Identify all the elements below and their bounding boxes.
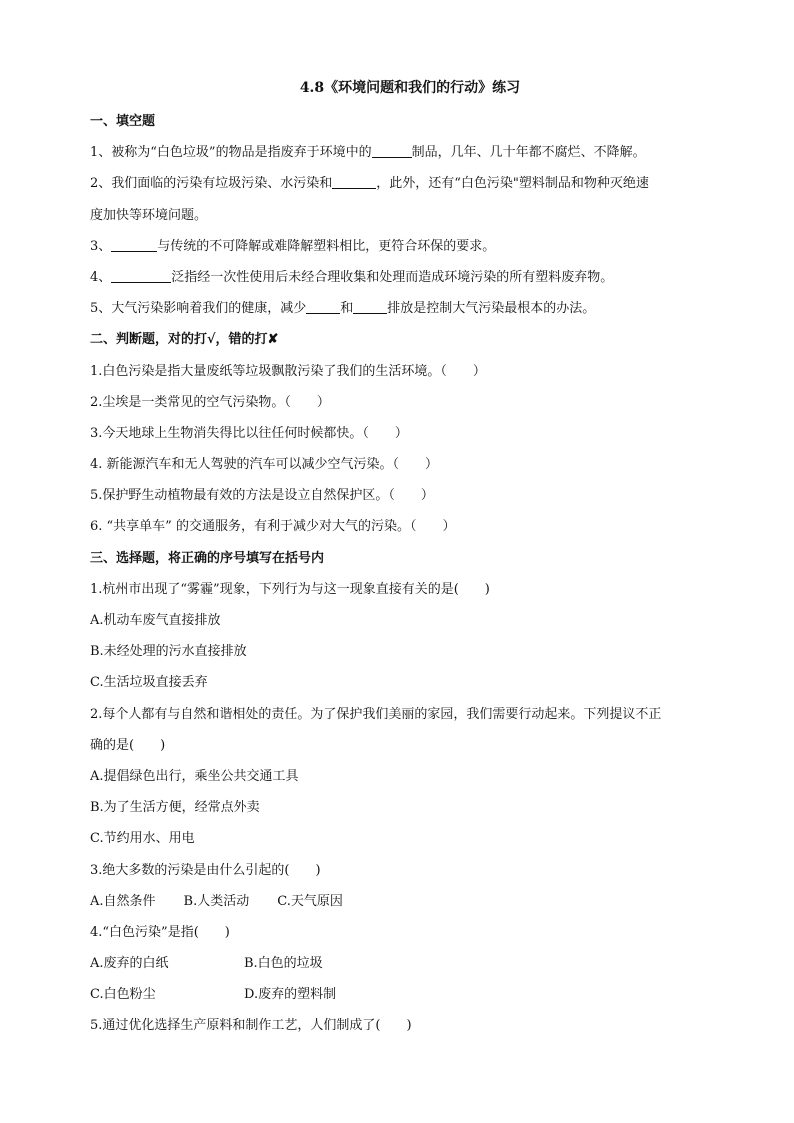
answer-blank: [111, 268, 171, 283]
choice-question-5: 5.通过优化选择生产原料和制作工艺，人们制成了( ): [90, 1018, 412, 1034]
choice-option: A.废弃的白纸: [90, 956, 169, 972]
true-false-item-5: 5.保护野生动植物最有效的方法是设立自然保护区。（ ）: [90, 488, 434, 504]
choice-question-4: 4.“白色污染”是指( ): [90, 924, 230, 940]
choice-question-2-continued: 确的是( ): [90, 737, 166, 753]
question-text: 与传统的不可降解或难降解塑料相比，更符合环保的要求。: [157, 238, 496, 254]
choice-option: A.机动车废气直接排放: [90, 613, 221, 628]
choice-option: C.天气原因: [277, 893, 343, 909]
choice-option: A.提倡绿色出行，乘坐公共交通工具: [90, 768, 299, 784]
question-text: 1、被称为“白色垃圾”的物品是指废弃于环境中的: [90, 145, 372, 161]
choice-options-row: [90, 948, 710, 979]
answer-blank: [372, 143, 412, 158]
choice-option: B.未经处理的污水直接排放: [90, 644, 247, 660]
true-false-item-2: 2.尘埃是一类常见的空气污染物。（ ）: [90, 394, 330, 410]
question-number: 4、: [90, 269, 112, 285]
answer-blank: [306, 299, 340, 314]
choice-option: B.为了生活方便，经常点外卖: [90, 800, 260, 816]
choice-option: A.自然条件: [90, 893, 156, 909]
choice-option: B.白色的垃圾: [244, 956, 323, 972]
true-false-item-1: 1.白色污染是指大量废纸等垃圾飘散污染了我们的生活环境。（ ）: [90, 363, 486, 379]
choice-options-row: [90, 886, 710, 917]
answer-blank: [111, 237, 157, 252]
question-text: 和: [340, 301, 354, 317]
question-fill-2: [90, 168, 710, 199]
choice-question-1: 1.杭州市出现了“雾霾”现象，下列行为与这一现象直接有关的是( ): [90, 581, 490, 597]
choice-question-3: 3.绝大多数的污染是由什么引起的( ): [90, 862, 321, 878]
question-fill-3: [90, 231, 710, 262]
page-title: 4.8《环境问题和我们的行动》练习: [299, 80, 521, 96]
question-text: ，此外，还有“白色污染"塑料制品和物种灭绝速: [376, 176, 649, 192]
choice-options-row: [90, 979, 710, 1010]
question-text: 制品，几年、几十年都不腐烂、不降解。: [411, 145, 646, 161]
choice-option: B.人类活动: [183, 893, 250, 909]
section-heading-multiple-choice: 三、选择题，将正确的序号填写在括号内: [90, 550, 325, 566]
answer-blank: [353, 299, 387, 314]
answer-blank: [332, 174, 376, 189]
worksheet-page: [90, 78, 710, 1042]
true-false-item-6: 6. “共享单车” 的交通服务，有利于减少对大气的污染。（ ）: [90, 519, 456, 535]
choice-option: D.废弃的塑料制: [244, 987, 337, 1003]
choice-option: C.节约用水、用电: [90, 831, 195, 847]
choice-question-2: 2.每个人都有与自然和谐相处的责任。为了保护我们美丽的家园，我们需要行动起来。下列提议不正: [90, 706, 662, 722]
section-heading-true-false: 二、判断题，对的打√，错的打✘: [90, 332, 279, 348]
section-heading-fill-in: 一、填空题: [90, 114, 156, 129]
question-fill-5: [90, 293, 710, 324]
question-number: 3、: [90, 238, 112, 254]
choice-option: C.生活垃圾直接丢弃: [90, 675, 208, 691]
question-fill-1: [90, 137, 710, 168]
question-text: 5、大气污染影响着我们的健康，减少: [90, 301, 307, 317]
true-false-item-3: 3.今天地球上生物消失得比以往任何时候都快。（ ）: [90, 425, 408, 441]
question-text: 泛指经一次性使用后未经合理收集和处理而造成环境污染的所有塑料废弃物。: [171, 269, 614, 285]
question-fill-4: [90, 262, 710, 293]
choice-option: C.白色粉尘: [90, 987, 156, 1003]
true-false-item-4: 4. 新能源汽车和无人驾驶的汽车可以减少空气污染。（ ）: [90, 457, 439, 473]
question-fill-2-continued: 度加快等环境问题。: [90, 207, 208, 223]
question-text: 2、我们面临的污染有垃圾污染、水污染和: [90, 176, 333, 192]
question-text: 排放是控制大气污染最根本的办法。: [387, 301, 596, 317]
